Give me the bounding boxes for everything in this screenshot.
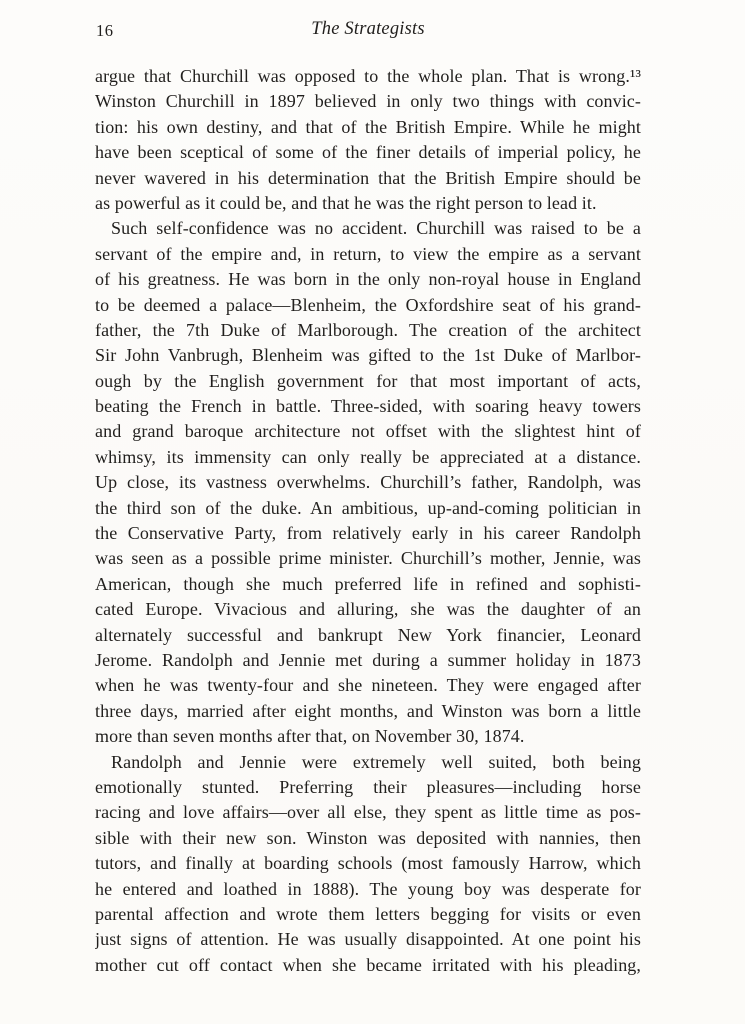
text-line: American, though she much preferred life in refined and sophisti- bbox=[95, 573, 641, 594]
text-line: have been sceptical of some of the finer details of imperial policy, he bbox=[95, 142, 641, 163]
text-line: mother cut off contact when she became irritated with his pleading, bbox=[95, 954, 641, 975]
text-line: tutors, and finally at boarding schools (most famously Harrow, which bbox=[95, 853, 641, 874]
text-line: he entered and loathed in 1888). The young boy was desperate for bbox=[95, 878, 641, 899]
text-line: Such self-confidence was no accident. Churchill was raised to be a bbox=[111, 218, 641, 239]
text-block bbox=[95, 64, 641, 978]
text-line: beating the French in battle. Three-sided, with soaring heavy towers bbox=[95, 396, 641, 417]
text-line: ough by the English government for that most important of acts, bbox=[95, 370, 641, 391]
text-line: racing and love affairs—over all else, they spent as little time as pos- bbox=[95, 802, 641, 823]
text-line: Sir John Vanbrugh, Blenheim was gifted to the 1st Duke of Marlbor- bbox=[95, 345, 641, 366]
paragraph bbox=[95, 64, 641, 216]
text-line: just signs of attention. He was usually disappointed. At one point his bbox=[95, 929, 641, 950]
text-line: Winston Churchill in 1897 believed in only two things with convic- bbox=[95, 91, 641, 112]
page-header bbox=[95, 19, 641, 43]
text-line: the Conservative Party, from relatively early in his career Randolph bbox=[95, 523, 641, 544]
text-line: alternately successful and bankrupt New York financier, Leonard bbox=[95, 624, 641, 645]
running-title: The Strategists bbox=[311, 19, 425, 39]
text-line: sible with their new son. Winston was deposited with nannies, then bbox=[95, 827, 641, 848]
text-line: whimsy, its immensity can only really be appreciated at a distance. bbox=[95, 446, 641, 467]
paragraph bbox=[95, 750, 641, 979]
text-line: argue that Churchill was opposed to the whole plan. That is wrong.¹³ bbox=[95, 66, 641, 86]
text-line: more than seven months after that, on November 30, 1874. bbox=[95, 726, 525, 747]
text-line: as powerful as it could be, and that he was the right person to lead it. bbox=[95, 192, 597, 213]
text-line: never wavered in his determination that the British Empire should be bbox=[95, 167, 641, 188]
text-line: tion: his own destiny, and that of the British Empire. While he might bbox=[95, 116, 641, 137]
text-line: the third son of the duke. An ambitious, up-and-coming politician in bbox=[95, 497, 641, 518]
text-line: three days, married after eight months, and Winston was born a little bbox=[95, 700, 641, 721]
text-line: was seen as a possible prime minister. Churchill’s mother, Jennie, was bbox=[95, 548, 641, 569]
text-line: when he was twenty-four and she nineteen. They were engaged after bbox=[95, 675, 641, 696]
text-line: Randolph and Jennie were extremely well suited, both being bbox=[111, 751, 641, 772]
text-line: Up close, its vastness overwhelms. Churchill’s father, Randolph, was bbox=[95, 472, 641, 493]
text-line: father, the 7th Duke of Marlborough. The creation of the architect bbox=[95, 319, 641, 340]
page-number: 16 bbox=[96, 21, 114, 40]
text-line: and grand baroque architecture not offset with the slightest hint of bbox=[95, 421, 641, 442]
text-line: parental affection and wrote them letters begging for visits or even bbox=[95, 903, 641, 924]
text-line: Jerome. Randolph and Jennie met during a summer holiday in 1873 bbox=[95, 649, 641, 670]
text-line: servant of the empire and, in return, to view the empire as a servant bbox=[95, 243, 641, 264]
text-line: emotionally stunted. Preferring their pleasures—including horse bbox=[95, 776, 641, 797]
text-line: of his greatness. He was born in the only non-royal house in England bbox=[95, 269, 641, 290]
text-line: to be deemed a palace—Blenheim, the Oxfordshire seat of his grand- bbox=[95, 294, 641, 315]
paragraph bbox=[95, 216, 641, 749]
text-line: cated Europe. Vivacious and alluring, she was the daughter of an bbox=[95, 599, 641, 620]
